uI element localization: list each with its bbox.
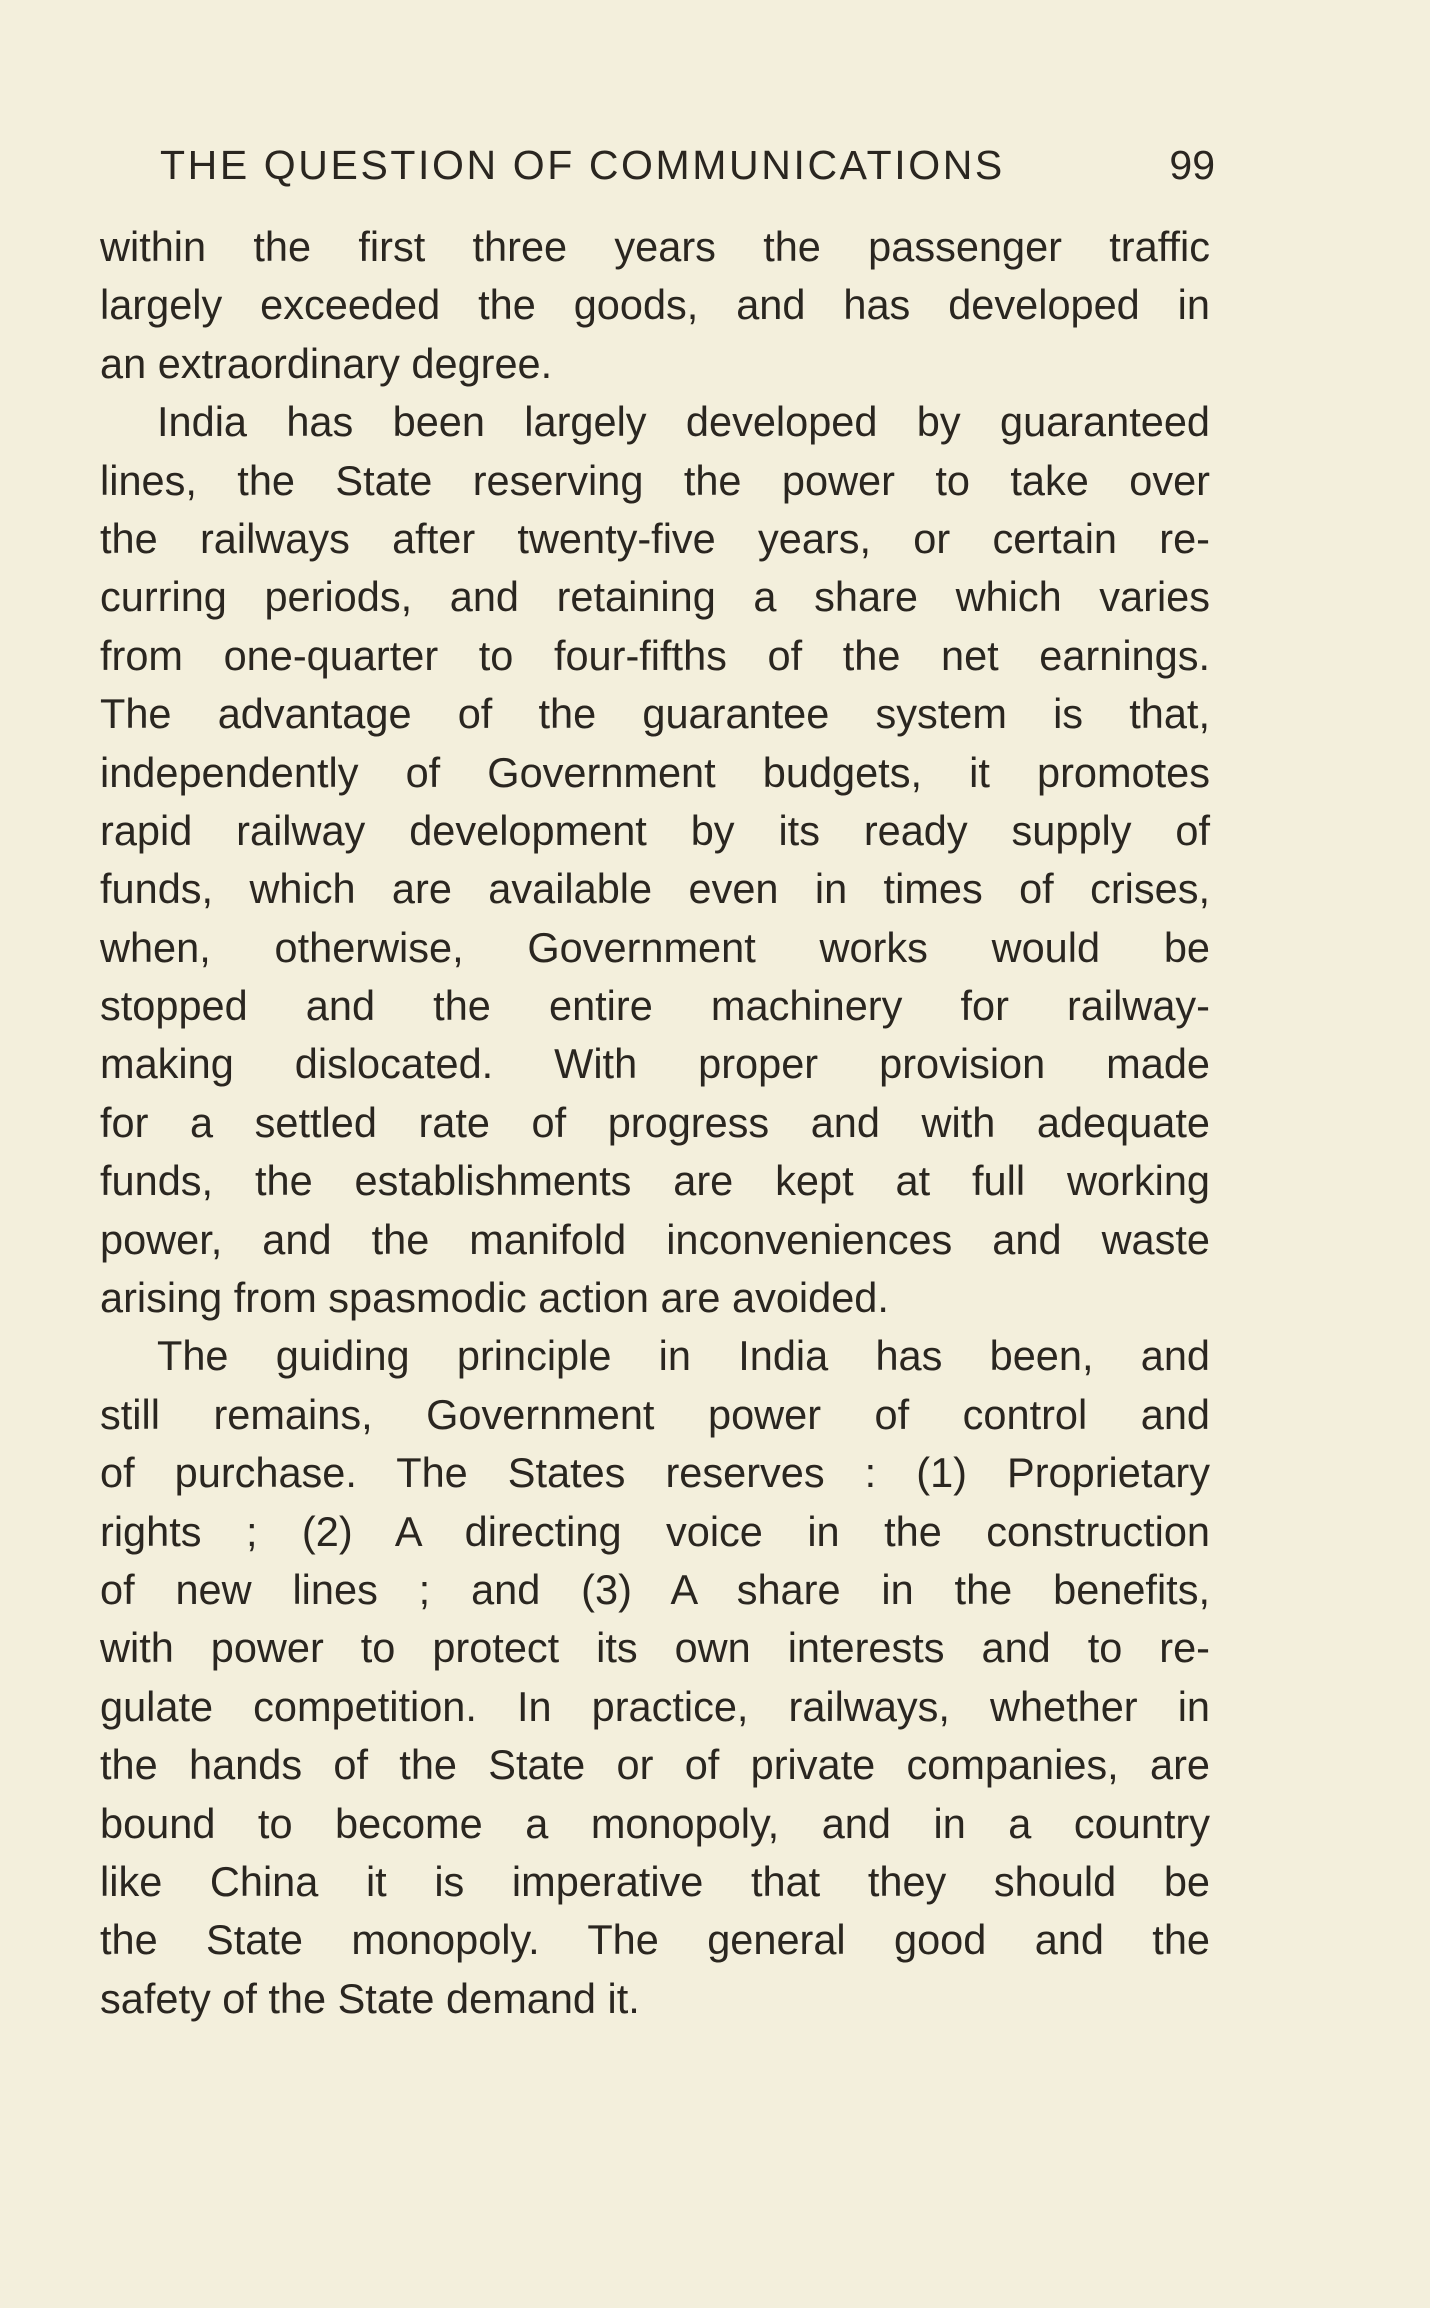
text-line: rights ; (2) A directing voice in the construction xyxy=(100,1507,1210,1555)
text-line: like China it is imperative that they should be xyxy=(100,1857,1210,1905)
text-line: stopped and the entire machinery for railway- xyxy=(100,982,1210,1030)
text-line: arising from spasmodic action are avoided. xyxy=(100,1274,889,1322)
text-line: power, and the manifold inconveniences and waste xyxy=(100,1215,1210,1263)
text-line: the railways after twenty-five years, or certain re- xyxy=(100,514,1210,562)
text-line: with power to protect its own interests and to re- xyxy=(100,1624,1210,1672)
text-line: lines, the State reserving the power to take over xyxy=(100,456,1210,504)
text-line: The advantage of the guarantee system is that, xyxy=(100,690,1210,738)
text-line: The guiding principle in India has been, and xyxy=(157,1332,1210,1380)
body-text xyxy=(100,218,1210,2028)
text-line: funds, which are available even in times of crises, xyxy=(100,865,1210,913)
running-head-title: THE QUESTION OF COMMUNICATIONS xyxy=(160,142,1005,188)
text-line: within the first three years the passenger traffic xyxy=(100,223,1210,270)
text-line: of new lines ; and (3) A share in the benefits, xyxy=(100,1565,1210,1613)
page-number: 99 xyxy=(1169,142,1215,188)
text-line: gulate competition. In practice, railways, whether in xyxy=(100,1682,1210,1730)
text-line: of purchase. The States reserves : (1) Proprietary xyxy=(100,1449,1210,1497)
text-line: for a settled rate of progress and with adequate xyxy=(100,1098,1210,1146)
text-line: independently of Government budgets, it promotes xyxy=(100,748,1210,796)
running-head xyxy=(160,142,1215,202)
text-line: India has been largely developed by guaranteed xyxy=(157,398,1210,446)
text-line: the State monopoly. The general good and the xyxy=(100,1916,1210,1964)
text-line: when, otherwise, Government works would be xyxy=(100,923,1210,971)
text-line: making dislocated. With proper provision made xyxy=(100,1040,1210,1088)
text-line: from one-quarter to four-fifths of the net earnings. xyxy=(100,631,1210,679)
text-line: the hands of the State or of private companies, are xyxy=(100,1741,1210,1789)
text-line: safety of the State demand it. xyxy=(100,1974,640,2022)
text-line: an extraordinary degree. xyxy=(100,339,553,387)
text-line: rapid railway development by its ready supply of xyxy=(100,806,1210,854)
text-line: bound to become a monopoly, and in a country xyxy=(100,1799,1210,1847)
text-line: funds, the establishments are kept at full working xyxy=(100,1157,1210,1205)
text-line: curring periods, and retaining a share which varies xyxy=(100,573,1210,621)
text-line: largely exceeded the goods, and has developed in xyxy=(100,281,1210,329)
text-line: still remains, Government power of control and xyxy=(100,1390,1210,1438)
